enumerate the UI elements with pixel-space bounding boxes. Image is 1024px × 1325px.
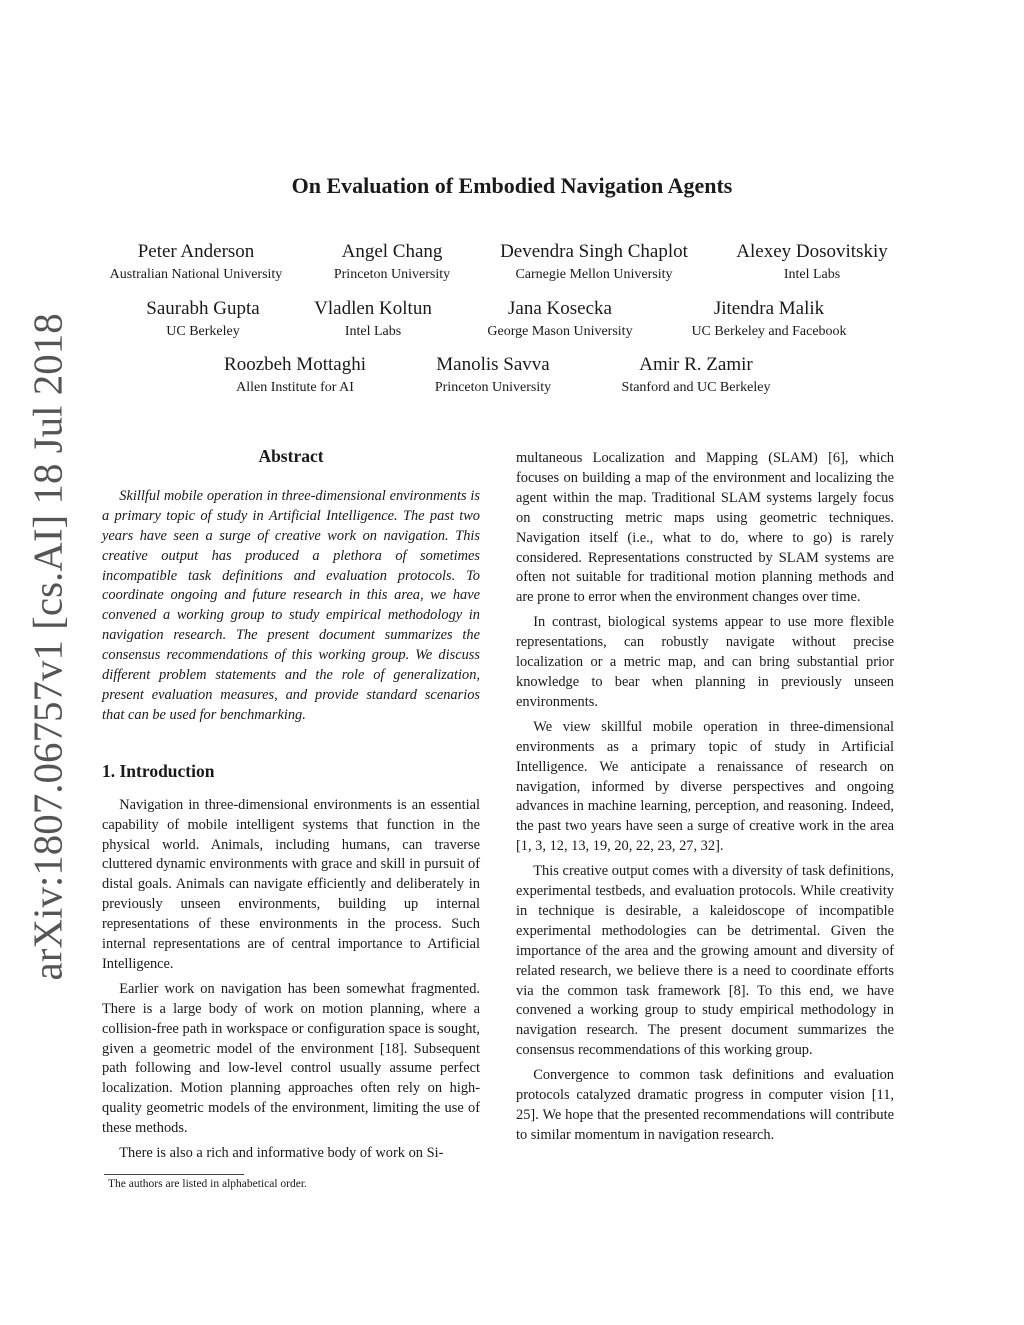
author-affiliation: UC Berkeley and Facebook [691, 324, 847, 339]
author-affiliation: Carnegie Mellon University [515, 267, 673, 282]
section-heading-introduction: 1. Introduction [102, 760, 215, 781]
author-affiliation: Australian National University [109, 267, 283, 282]
author-affiliation: George Mason University [487, 324, 633, 339]
author [292, 240, 492, 285]
author [393, 353, 593, 398]
footnote-divider [104, 1174, 244, 1175]
author-name: Jana Kosecka [508, 298, 612, 319]
right-column [516, 449, 894, 1151]
author-name: Peter Anderson [137, 241, 255, 262]
author [659, 297, 879, 342]
paragraph: multaneous Localization and Mapping (SLAM) [6], which focuses on building a map of the environment and localizing the agent within the map. Traditional SLAM systems largely focus on constructing metric maps using geometric techniques. Navigation itself (i.e., what to do, where to go) is rarely considered. Representations constructed by SLAM systems are often not suitable for traditional motion planning methods and are prone to error when the environment changes over time. [516, 450, 894, 606]
author [484, 240, 704, 285]
author-name: Amir R. Zamir [639, 354, 753, 375]
arxiv-identifier: arXiv:1807.06757v1 [cs.AI] 18 Jul 2018 [24, 313, 71, 981]
author-name: Alexey Dosovitskiy [736, 241, 888, 262]
paragraph: We view skillful mobile operation in three-dimensional environments as a primary topic of study in Artificial Intelligence. We anticipate a renaissance of research on navigation, informed by diverse perspectives and ongoing advances in machine learning, perception, and reasoning. Indeed, the past two years have seen a surge of creative work in the area [1, 3, 12, 13, 19, 20, 22, 23, 27, 32]. [516, 718, 894, 855]
abstract-text: Skillful mobile operation in three-dimensional environments is a primary topic of study in Artificial Intelligence. The past two years have seen a surge of creative work on navigation. This creative output has produced a plethora of sometimes incompatible task definitions and evaluation protocols. To coordinate ongoing and future research in this area, we have convened a working group to study empirical methodology in navigation research. The present document summarizes the consensus recommendations of this working group. We discuss different problem statements and the role of generalization, present evaluation measures, and provide standard scenarios that can be used for benchmarking. [102, 487, 480, 723]
left-column [102, 447, 480, 1169]
paragraph: Earlier work on navigation has been somewhat fragmented. There is a large body of work on motion planning, where a collision-free path in workspace or configuration space is sought, given a geometric model of the environment [18]. Subsequent path following and low-level control usually assume perfect localization. Motion planning approaches often rely on high-quality geometric models of the environment, limiting the use of these methods. [102, 980, 480, 1137]
author-row-3 [0, 353, 1024, 403]
author [596, 353, 796, 398]
author [460, 297, 660, 342]
author-affiliation: Intel Labs [344, 324, 402, 339]
paragraph: There is also a rich and informative body of work on Si- [119, 1145, 444, 1162]
author-affiliation: Princeton University [333, 267, 451, 282]
author-name: Saurabh Gupta [146, 298, 260, 319]
author-affiliation: UC Berkeley [166, 324, 240, 339]
paragraph: Navigation in three-dimensional environments is an essential capability of mobile intelligent systems that function in the physical world. Animals, including humans, can traverse cluttered dynamic environments with grace and skill in pursuit of distal goals. Animals can navigate efficiently and deliberately in previously unseen environments, building up internal representations of these environments in the process. Such internal representations are of central importance to Artificial Intelligence. [102, 796, 480, 972]
author-name: Devendra Singh Chaplot [500, 241, 688, 262]
footnote: The authors are listed in alphabetical order. [108, 1178, 307, 1190]
author-affiliation: Allen Institute for AI [236, 380, 354, 395]
paragraph: In contrast, biological systems appear to use more flexible representations, can robustly navigate without precise localization or a metric map, and can bring substantial prior knowledge to bear when planning in previously unseen environments. [516, 614, 894, 710]
author-name: Manolis Savva [436, 354, 550, 375]
author-name: Angel Chang [341, 241, 443, 262]
author [195, 353, 395, 398]
author-affiliation: Stanford and UC Berkeley [621, 380, 771, 395]
author [96, 240, 296, 285]
author-name: Roozbeh Mottaghi [224, 354, 366, 375]
author-affiliation: Intel Labs [783, 267, 841, 282]
author-affiliation: Princeton University [434, 380, 552, 395]
author [273, 297, 473, 342]
author-row-2 [0, 297, 1024, 347]
paragraph: Convergence to common task definitions and evaluation protocols catalyzed dramatic progress in computer vision [11, 25]. We hope that the presented recommendations will contribute to similar momentum in navigation research. [516, 1067, 894, 1143]
abstract-heading: Abstract [258, 446, 324, 466]
author [712, 240, 912, 285]
author-name: Jitendra Malik [713, 298, 825, 319]
author-name: Vladlen Koltun [314, 298, 432, 319]
paper-title: On Evaluation of Embodied Navigation Agents [291, 173, 733, 198]
paragraph: This creative output comes with a diversity of task definitions, experimental testbeds, and evaluation protocols. While creativity in technique is desirable, a kaleidoscope of incompatible experimental methodologies can be detrimental. Given the importance of the area and the growing amount and diversity of related research, we believe there is a need to coordinate efforts via the common task framework [8]. To this end, we have convened a working group to study empirical methodology in navigation research. The present document summarizes the consensus recommendations of this working group. [516, 863, 894, 1059]
author-row-1 [0, 240, 1024, 290]
